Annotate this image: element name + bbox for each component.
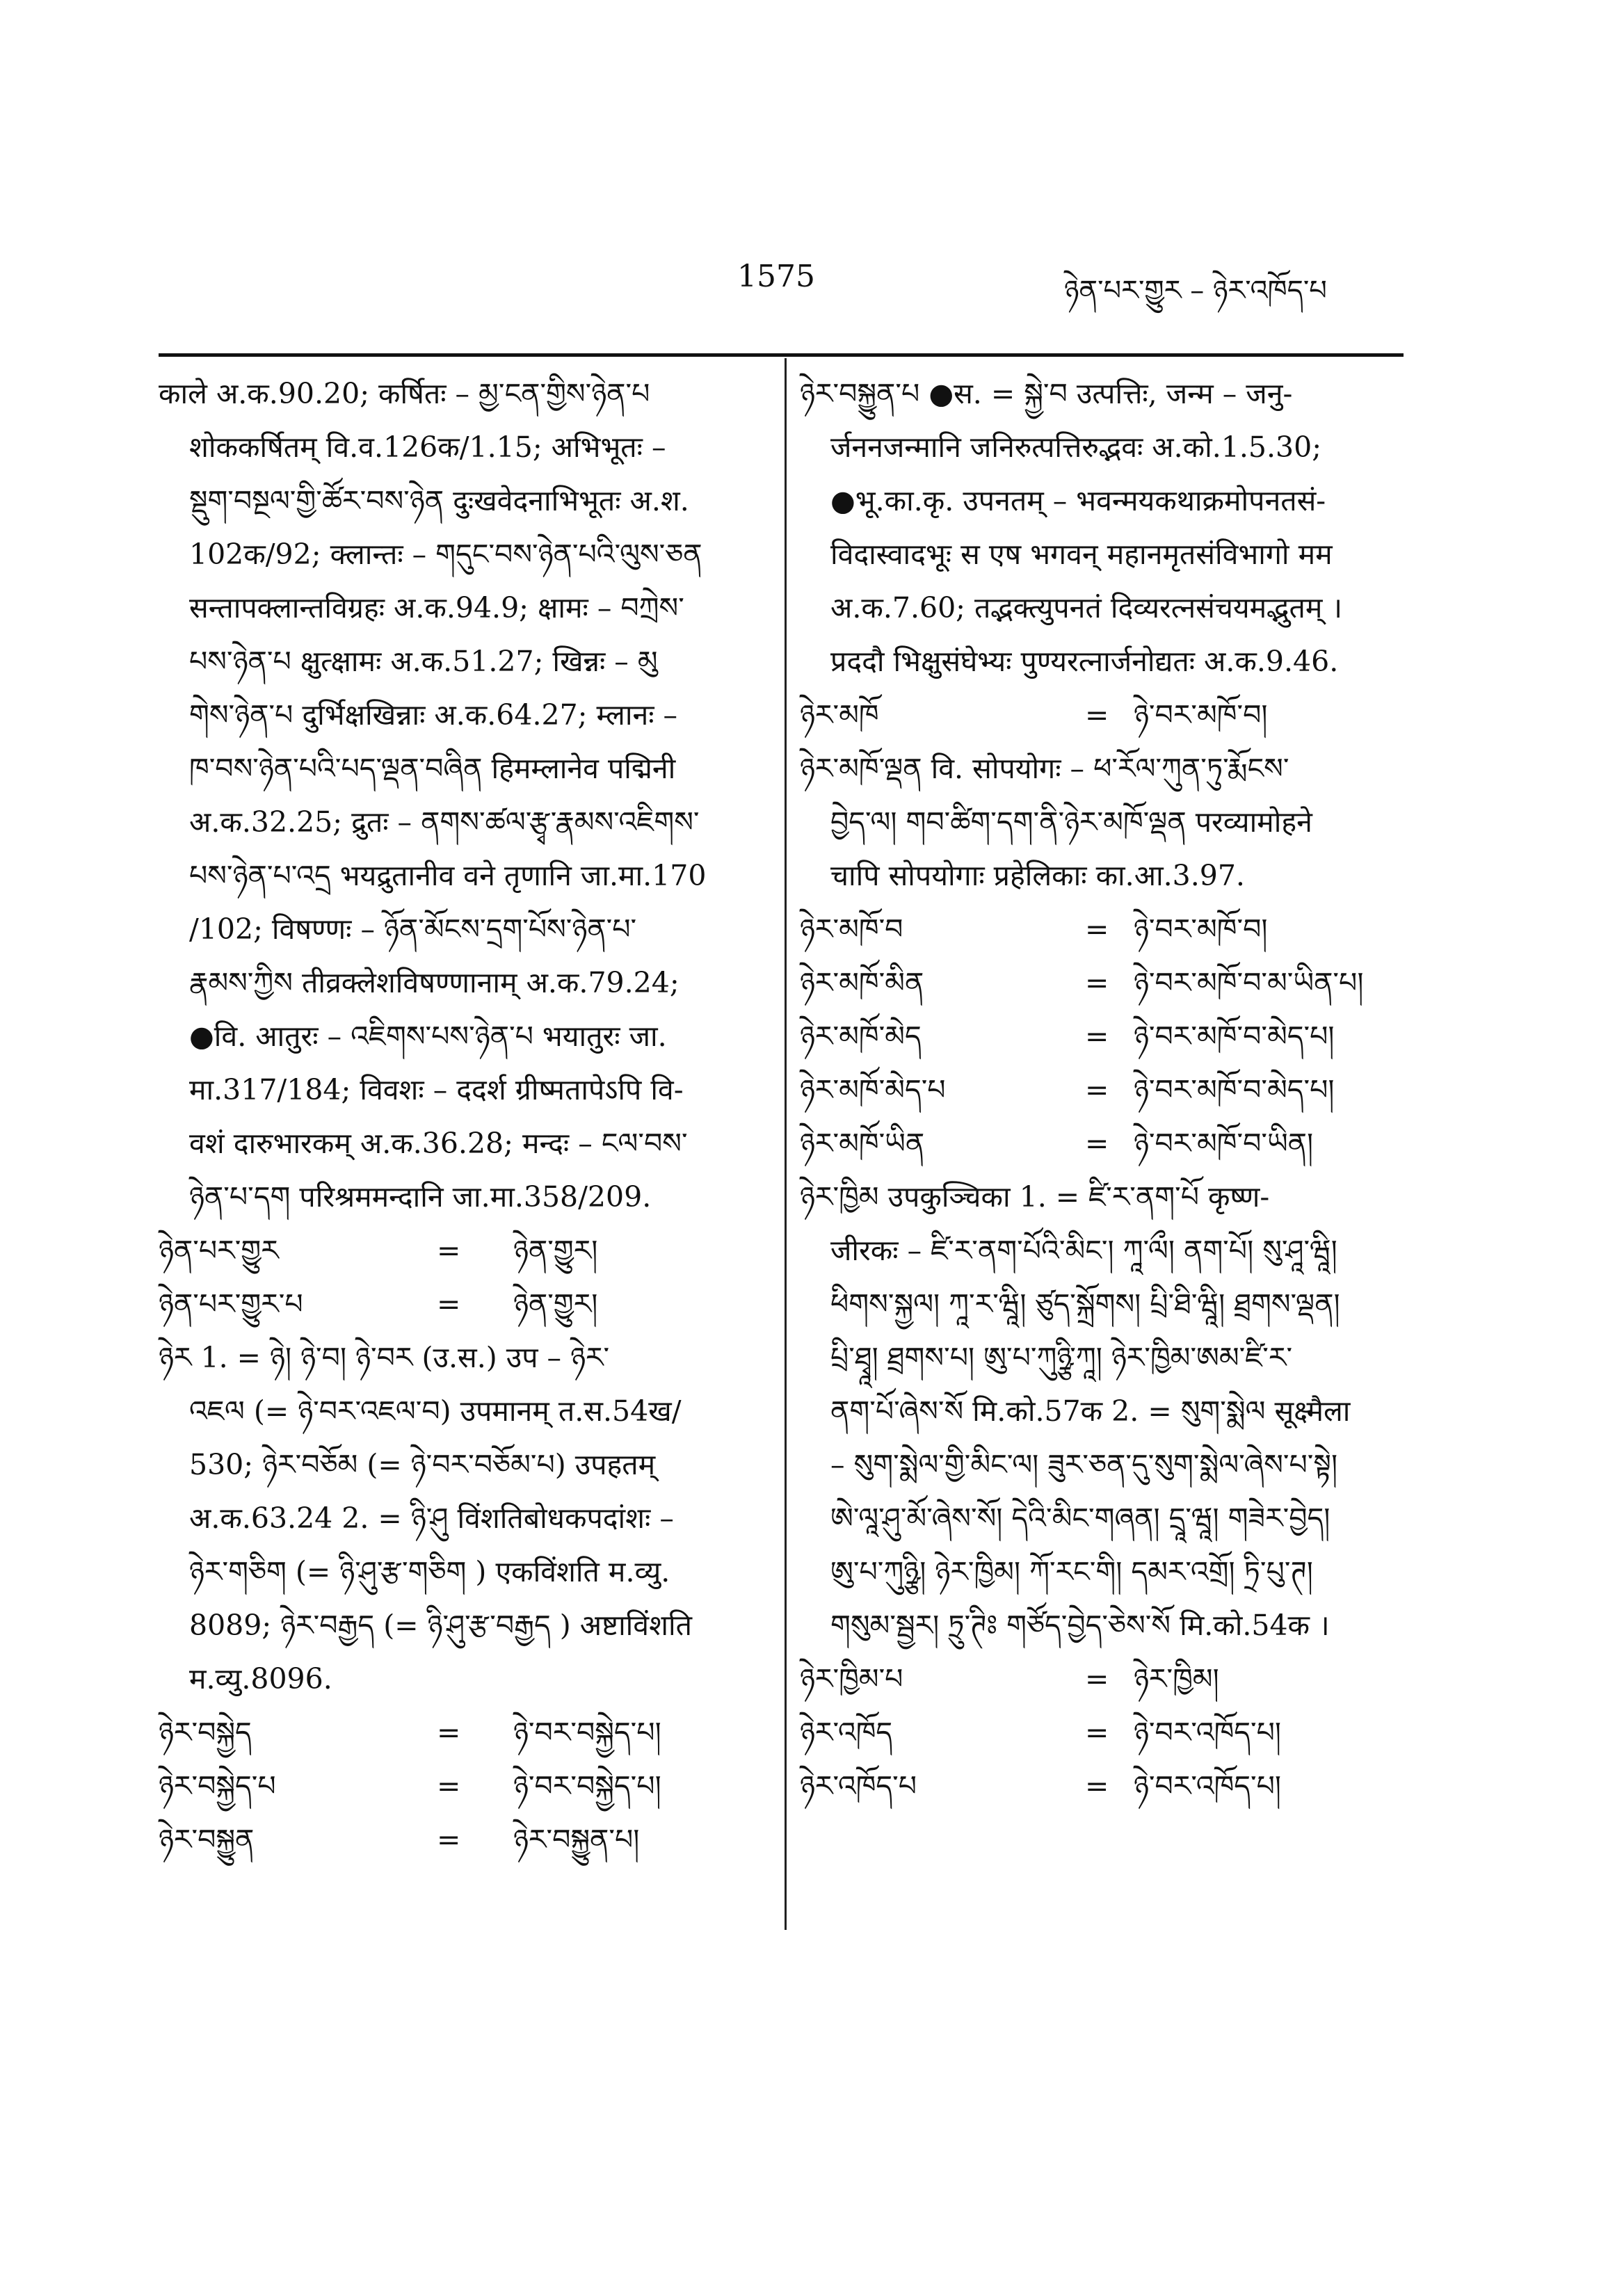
text-line: सन्तापक्लान्तविग्रहः अ.क.94.9; क्षामः – བཀྲེས་ xyxy=(189,591,684,625)
crossref-entry xyxy=(800,1117,1405,1170)
text-line: ཉེན་པ་དག परिश्रममन्दानि जा.मा.358/209. xyxy=(189,1180,652,1214)
text-line: པྲི་ཐྭཱ། ཐྲགས་པ། ཨུ་པ་ཀུཉྩི་ཀཱ། ཉེར་ཁྱིམ་ཨམ་ཛི་ར་ xyxy=(830,1341,1293,1374)
entry-nyer xyxy=(159,1331,771,1706)
target: ཉེར་བསྐྱུན་པ། xyxy=(513,1823,640,1856)
target: ཉེ་བར་བསྐྱེད་པ། xyxy=(513,1716,661,1749)
target: ཉེ་བར་མཁོ་བ་མེད་པ། xyxy=(1134,1073,1335,1106)
crossref-entry xyxy=(800,956,1405,1010)
text-line: ●भू.का.कृ. उपनतम् – भवन्मयकथाक्रमोपनतसं- xyxy=(830,484,1326,517)
text-line: སྡུག་བསྔལ་གྱི་ཚོར་བས་ཉེན दुःखवेदनाभिभूतः अ.श. xyxy=(189,484,689,517)
text-line: ཉེར་གཅིག (= ཉི་ཤུ་རྩ་གཅིག ) एकविंशति म.व्यु. xyxy=(189,1555,670,1588)
crossref-entry xyxy=(159,1760,771,1813)
headword: ཉེར་མཁོ་མིན xyxy=(800,966,924,999)
text-line: /102; विषण्णः – ཉོན་མོངས་དྲག་པོས་ཉེན་པ་ xyxy=(189,912,637,946)
equals-sign: = xyxy=(1085,912,1109,946)
headword: ཉེར་བསྐྱུན xyxy=(159,1823,255,1856)
headword: ཉེར་མཁོ་བ xyxy=(800,912,903,946)
crossref-entry xyxy=(800,689,1405,742)
crossref-entry xyxy=(159,1706,771,1760)
headword: ཉེར་མཁོ་ཡིན xyxy=(800,1127,925,1160)
text-line: རྣམས་ཀྱིས तीव्रक्लेशविषण्णानाम् अ.क.79.24; xyxy=(189,966,680,999)
text-line: अ.क.7.60; तद्भक्त्युपनतं दिव्यरत्नसंचयमद्भुतम् । xyxy=(830,591,1342,625)
equals-sign: = xyxy=(437,1823,461,1856)
headword: ཉེན་པར་གྱུར xyxy=(159,1234,279,1267)
target: ཉེ་བར་མཁོ་བ། xyxy=(1134,698,1268,732)
headword: ཉེན་པར་གྱུར་པ xyxy=(159,1287,303,1321)
target: ཉེ་བར་མཁོ་བ། xyxy=(1134,912,1268,946)
text-line: काले अ.क.90.20; कर्षितः – མྱ་ངན་གྱིས་ཉེན་པ xyxy=(159,377,650,410)
text-line: གེས་ཉེན་པ दुर्भिक्षखिन्नाः अ.क.64.27; म्लानः – xyxy=(189,698,678,732)
equals-sign: = xyxy=(1085,966,1109,999)
headword: ཉེར་མཁོ་མེད་པ xyxy=(800,1073,946,1106)
running-head: ཉེན་པར་གྱུར – ཉེར་འཁོད་པ xyxy=(1064,275,1327,307)
equals-sign: = xyxy=(1085,1073,1109,1106)
equals-sign: = xyxy=(1085,1020,1109,1053)
crossref-entry xyxy=(800,1063,1405,1117)
target: ཉེ་བར་བསྐྱེད་པ། xyxy=(513,1769,661,1803)
target: ཉེ་བར་མཁོ་བ་ཡིན། xyxy=(1134,1127,1314,1160)
headword: ཉེར་ཁྱིམ་པ xyxy=(800,1662,903,1696)
text-line: विदास्वादभूः स एष भगवन् महानमृतसंविभागो मम xyxy=(830,538,1333,571)
equals-sign: = xyxy=(437,1234,461,1267)
text-line: ཕིགས་སྐྱལ། ཀཱ་ར་ཝཱི། ཙུད་སྐྲོགས། པྲི་ཐི་ཝཱི། ཐྲགས་ལྡན། xyxy=(830,1287,1340,1321)
text-line: ●वि. आतुरः – འཇིགས་པས་ཉེན་པ भयातुरः जा. xyxy=(189,1020,667,1053)
text-line: ཉེར་བསྐྱུན་པ ●स. = སྐྱེ་བ उत्पत्तिः, जन्म – जनु- xyxy=(800,377,1293,410)
equals-sign: = xyxy=(437,1769,461,1803)
target: ཉེན་གྱུར། xyxy=(513,1234,598,1267)
text-line: པས་ཉེན་པ क्षुत्क्षामः अ.क.51.27; खिन्नः – མུ xyxy=(189,645,658,678)
text-line: जीरकः – ཛི་ར་ནག་པོའི་མིང་། ཀཱ་ལྀ། ནག་པོ། སུ་ཤཱ་ཝཱི། xyxy=(830,1234,1337,1267)
text-line: བྱེད་ལ། གབ་ཚིག་དག་ནི་ཉེར་མཁོ་ལྡན परव्यामोहने xyxy=(830,805,1312,839)
crossref-entry xyxy=(159,1224,771,1278)
crossref-entry xyxy=(159,1813,771,1867)
text-line: मा.317/184; विवशः – ददर्श ग्रीष्मतापेऽपि वि- xyxy=(189,1073,684,1106)
entry-khyim xyxy=(800,1170,1405,1652)
target: ཉེ་བར་མཁོ་བ་མེད་པ། xyxy=(1134,1020,1335,1053)
text-line: ཨུ་པ་ཀུཉྩི། ཉེར་ཁྱིམ། ཀོ་རང་གི། དམར་འགྲོ། ཏྲི་པུ་ཊ། xyxy=(830,1555,1313,1588)
text-line: ནག་པོ་ཞེས་སོ मि.को.57क 2. = སུག་སྨེལ सूक्ष्मैला xyxy=(830,1394,1351,1428)
text-line: अ.क.32.25; द्रुतः – ནགས་ཚལ་རྩྭ་རྣམས་འཇིགས་ xyxy=(189,805,700,839)
target: ཉེ་བར་འཁོད་པ། xyxy=(1134,1769,1282,1803)
text-line: वशं दारुभारकम् अ.क.36.28; मन्दः – ངལ་བས་ xyxy=(189,1127,688,1160)
left-column xyxy=(159,367,771,1867)
text-line: ཉེར་མཁོ་ལྡན वि. सोपयोगः – ཕ་རོལ་ཀུན་ཏུ་རྨོངས་ xyxy=(800,752,1289,785)
text-line: अ.क.63.24 2. = ཉི་ཤུ विंशतिबोधकपदांशः – xyxy=(189,1502,674,1535)
equals-sign: = xyxy=(1085,698,1109,732)
header-rule xyxy=(159,353,1404,357)
equals-sign: = xyxy=(1085,1662,1109,1696)
headword: ཉེར་མཁོ xyxy=(800,698,879,732)
headword: ཉེར་བསྐྱེད་པ xyxy=(159,1769,276,1803)
equals-sign: = xyxy=(1085,1769,1109,1803)
equals-sign: = xyxy=(437,1287,461,1321)
text-line: म.व्यु.8096. xyxy=(189,1662,332,1696)
right-column xyxy=(800,367,1405,1813)
text-line: ཉེར 1. = ཉེ། ཉེ་བ། ཉེ་བར (उ.स.) उप – ཉེར་ xyxy=(159,1341,610,1374)
text-line: ཉེར་ཁྱིམ उपकुञ्चिका 1. = ཛི་ར་ནག་པོ कृष्ण- xyxy=(800,1180,1270,1214)
text-line: ཁ་བས་ཉེན་པའི་པད་ལྡན་བཞིན हिमम्लानेव पद्मिनी xyxy=(189,752,676,785)
text-line: 530; ཉེར་བཅོམ (= ཉེ་བར་བཅོམ་པ) उपहतम् xyxy=(189,1448,656,1481)
headword: ཉེར་བསྐྱེད xyxy=(159,1716,252,1749)
text-line: འཇལ (= ཉེ་བར་འཇལ་བ) उपमानम् त.स.54ख/ xyxy=(189,1394,682,1428)
crossref-entry xyxy=(800,903,1405,956)
text-line: र्जननजन्मानि जनिरुत्पत्तिरुद्भवः अ.को.1.5.30; xyxy=(830,430,1322,464)
text-line: शोककर्षितम् वि.व.126क/1.15; अभिभूतः – xyxy=(189,430,666,464)
target: ཉེན་གྱུར། xyxy=(513,1287,598,1321)
headword: ཉེར་འཁོད xyxy=(800,1716,893,1749)
crossref-entry xyxy=(800,1652,1405,1706)
equals-sign: = xyxy=(1085,1127,1109,1160)
crossref-entry xyxy=(800,1706,1405,1760)
equals-sign: = xyxy=(437,1716,461,1749)
entry-mkho-ldan xyxy=(800,742,1405,903)
crossref-entry xyxy=(159,1278,771,1331)
column-divider xyxy=(785,358,787,1930)
target: ཉེ་བར་འཁོད་པ། xyxy=(1134,1716,1282,1749)
entry-bskyun-pa xyxy=(800,367,1405,689)
equals-sign: = xyxy=(1085,1716,1109,1749)
headword: ཉེར་མཁོ་མེད xyxy=(800,1020,922,1053)
text-line: ཨེ་ལཱ་ཤུ་མོ་ཞེས་སོ། དེའི་མིང་གཞན། དྲཱ་ཝཱ། གཟེར་བྱེད། xyxy=(830,1502,1330,1535)
target: ཉེ་བར་མཁོ་བ་མ་ཡིན་པ། xyxy=(1134,966,1364,999)
text-line: གསུམ་སྦྱར། ཏྲུ་ཊིཿ གཙོད་བྱེད་ཅེས་སོ मि.को.54क । xyxy=(830,1609,1330,1642)
crossref-entry xyxy=(800,1010,1405,1063)
headword: ཉེར་འཁོད་པ xyxy=(800,1769,917,1803)
crossref-entry xyxy=(800,1760,1405,1813)
text-line: – སུག་སྨེལ་གྱི་མིང་ལ། ཟུར་ཅན་དུ་སུག་སྨེལ་ཞེས་པ་སྟེ། xyxy=(830,1448,1338,1481)
text-line: प्रददौ भिक्षुसंघेभ्यः पुण्यरत्नार्जनोद्यतः अ.क.9.46. xyxy=(830,645,1339,678)
entry-continuation xyxy=(159,367,771,1224)
target: ཉེར་ཁྱིམ། xyxy=(1134,1662,1219,1696)
text-line: 102क/92; क्लान्तः – གདུང་བས་ཉེན་པའི་ལུས་ཅན xyxy=(189,538,702,571)
text-line: चापि सोपयोगाः प्रहेलिकाः का.आ.3.97. xyxy=(830,859,1245,892)
page-number: 1575 xyxy=(737,259,815,294)
text-line: 8089; ཉེར་བརྒྱད (= ཉི་ཤུ་རྩ་བརྒྱད ) अष्टाविंशति xyxy=(189,1609,692,1642)
text-line: པས་ཉེན་པ་འདྲ भयद्रुतानीव वने तृणानि जा.मा.170 xyxy=(189,859,707,892)
